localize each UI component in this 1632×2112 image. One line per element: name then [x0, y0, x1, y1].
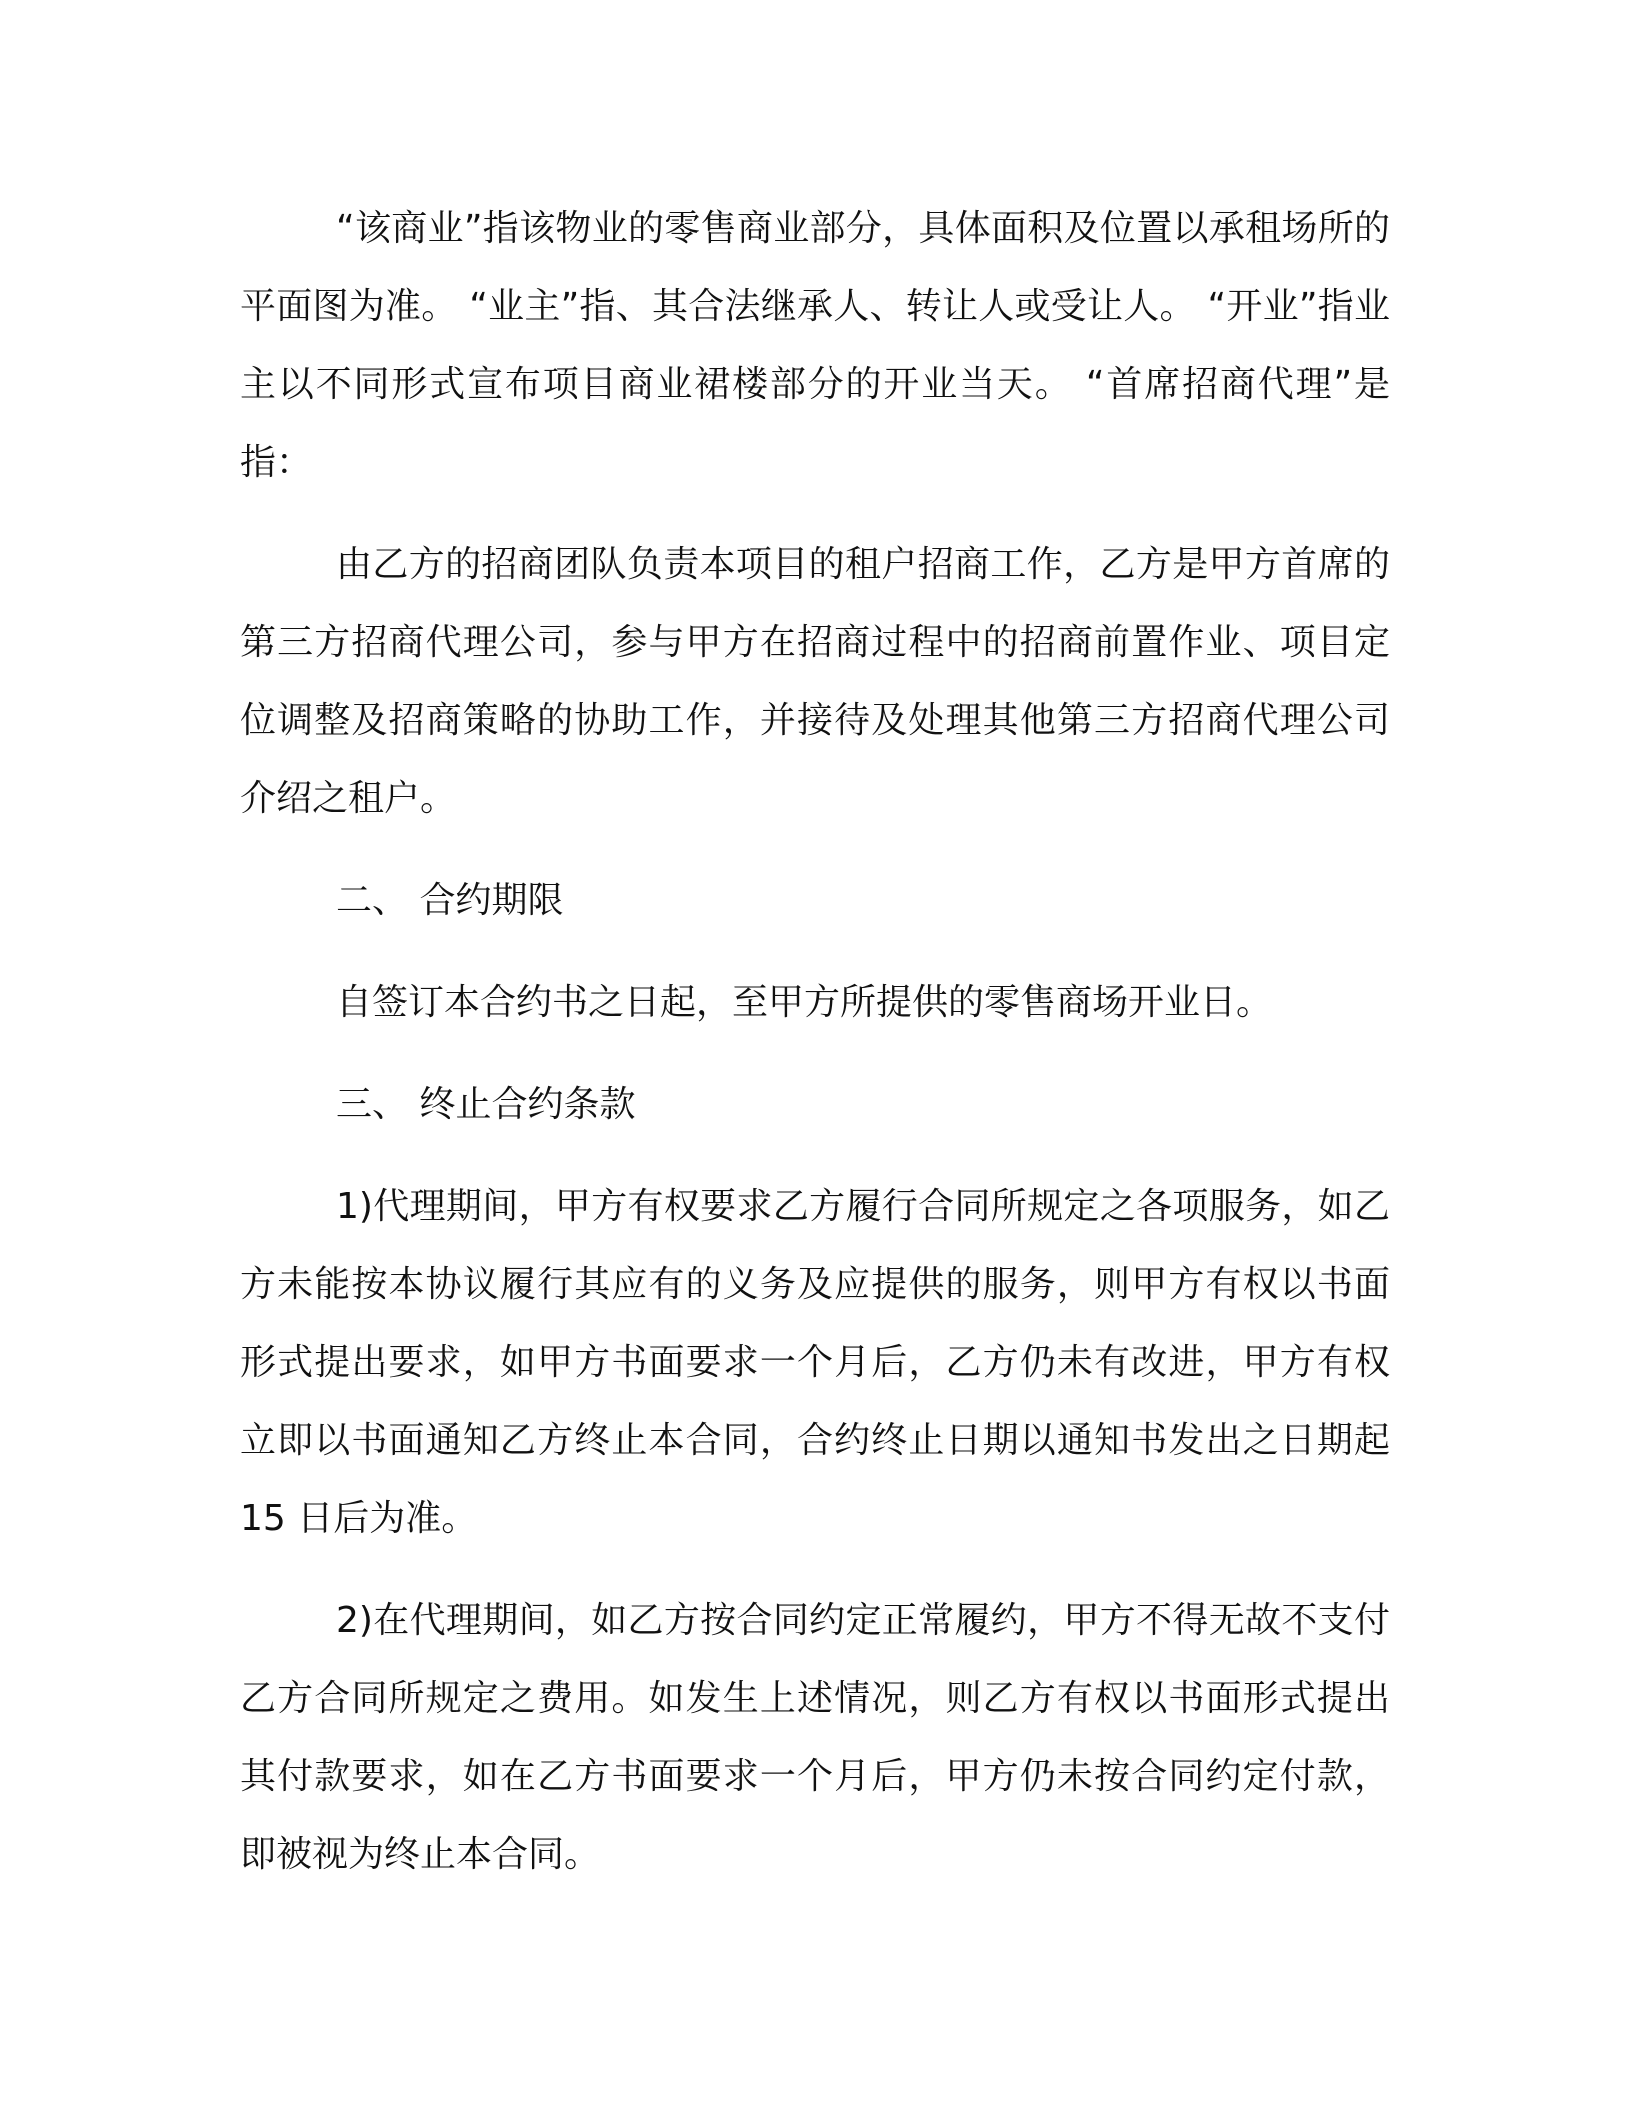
section-heading-termination: 三、 终止合约条款: [336, 1084, 636, 1125]
document-body: [240, 190, 1390, 1894]
term-paragraph: 自签订本合约书之日起，至甲方所提供的零售商场开业日。: [336, 982, 1273, 1023]
termination-clause-2: 2)在代理期间，如乙方按合同约定正常履约，甲方不得无故不支付乙方合同所规定之费用。如发生上述情况，则乙方有权以书面形式提出其付款要求，如在乙方书面要求一个月后，甲方仍未按合同约定付款，即被视为终止本合同。: [240, 1600, 1390, 1875]
termination-clause-1: 1)代理期间，甲方有权要求乙方履行合同所规定之各项服务，如乙方未能按本协议履行其应有的义务及应提供的服务，则甲方有权以书面形式提出要求，如甲方书面要求一个月后，乙方仍未有改进，甲方有权立即以书面通知乙方终止本合同，合约终止日期以通知书发出之日期起 15 日后为准。: [240, 1186, 1390, 1539]
agent-scope-paragraph: 由乙方的招商团队负责本项目的租户招商工作，乙方是甲方首席的第三方招商代理公司，参与甲方在招商过程中的招商前置作业、项目定位调整及招商策略的协助工作，并接待及处理其他第三方招商代理公司介绍之租户。: [240, 544, 1390, 819]
section-heading-term: 二、 合约期限: [336, 880, 564, 921]
definition-paragraph: “该商业”指该物业的零售商业部分，具体面积及位置以承租场所的平面图为准。 “业主”指、其合法继承人、转让人或受让人。 “开业”指业主以不同形式宣布项目商业裙楼部分的开业当天。 “首席招商代理”是指：: [240, 208, 1390, 483]
